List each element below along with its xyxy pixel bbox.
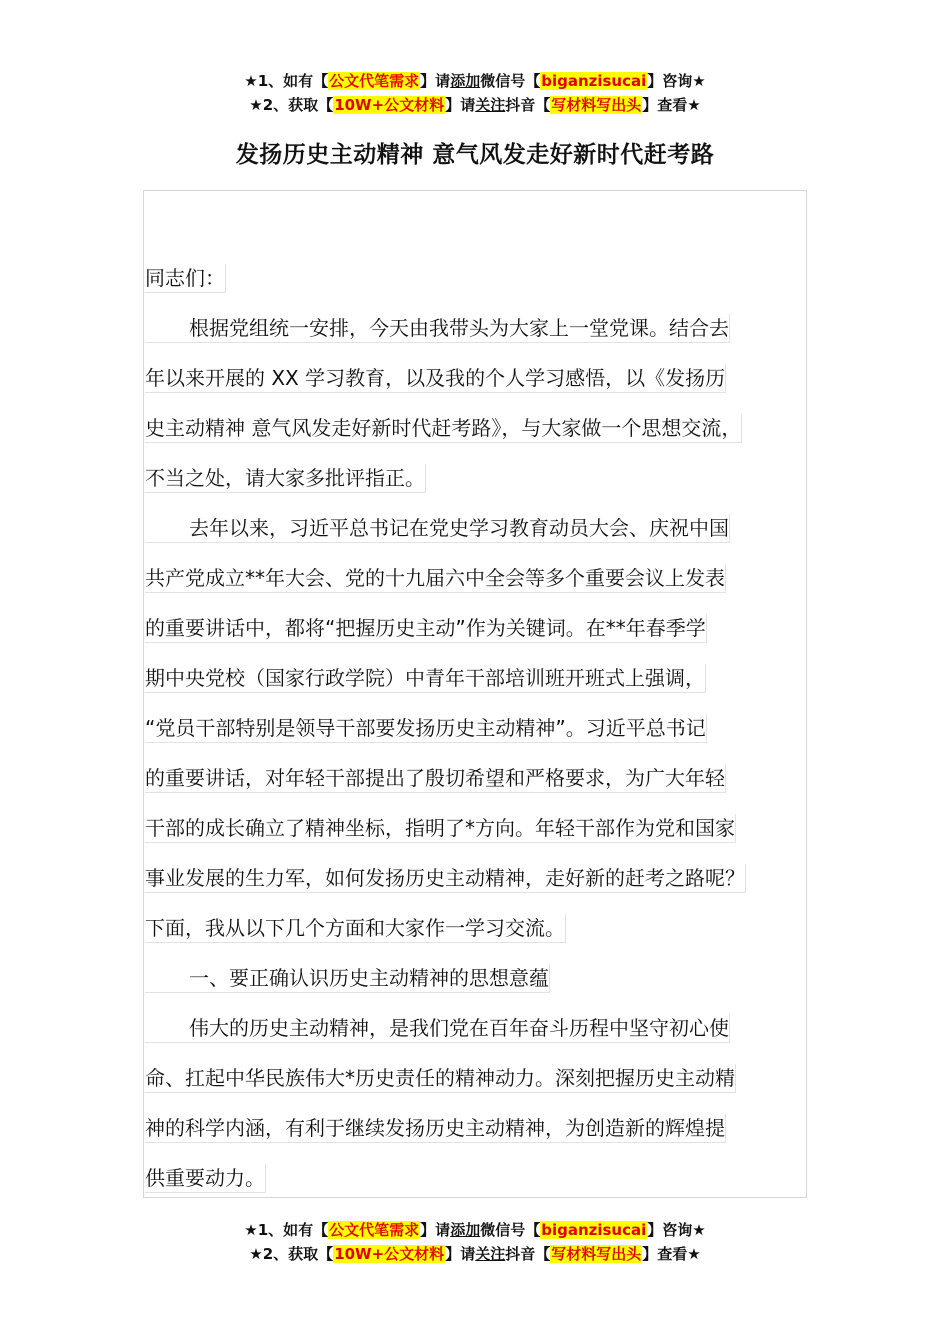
body-line: 下面，我从以下几个方面和大家作一学习交流。 (145, 914, 566, 943)
body-line: 史主动精神 意气风发走好新时代赶考路》，与大家做一个思想交流， (145, 414, 742, 443)
douyin-account: 写材料写出头 (551, 1245, 642, 1263)
body-line: 根据党组统一安排，今天由我带头为大家上一堂党课。结合去 (145, 314, 730, 343)
body-line: 同志们： (145, 264, 226, 293)
promo-line-1-bottom: ★1、如有【公文代笔需求】请添加微信号【biganzisucai】咨询★ (244, 1221, 706, 1239)
body-line: “党员干部特别是领导干部要发扬历史主动精神”。习近平总书记 (145, 714, 707, 743)
body-line: 的重要讲话，对年轻干部提出了殷切希望和严格要求，为广大年轻 (145, 764, 726, 793)
promo-highlight: 公文代笔需求 (329, 1221, 420, 1239)
body-line: 的重要讲话中，都将“把握历史主动”作为关键词。在**年春季学 (145, 614, 707, 643)
body-line: 命、扛起中华民族伟大*历史责任的精神动力。深刻把握历史主动精 (145, 1064, 736, 1093)
body-line: 期中央党校（国家行政学院）中青年干部培训班开班式上强调， (145, 664, 706, 693)
douyin-account: 写材料写出头 (551, 96, 642, 114)
body-line: 伟大的历史主动精神，是我们党在百年奋斗历程中坚守初心使 (145, 1014, 730, 1043)
body-line: 共产党成立**年大会、党的十九届六中全会等多个重要会议上发表 (145, 564, 726, 593)
promo-highlight: 10W+公文材料 (334, 96, 445, 114)
promo-line-2-bottom: ★2、获取【10W+公文材料】请关注抖音【写材料写出头】查看★ (249, 1245, 701, 1263)
body-line: 神的科学内涵，有利于继续发扬历史主动精神，为创造新的辉煌提 (145, 1114, 726, 1143)
body-line: 干部的成长确立了精神坐标，指明了*方向。年轻干部作为党和国家 (145, 814, 736, 843)
section-heading: 一、要正确认识历史主动精神的思想意蕴 (145, 964, 550, 993)
wechat-id: biganzisucai (541, 1221, 647, 1239)
promo-line-2-top: ★2、获取【10W+公文材料】请关注抖音【写材料写出头】查看★ (249, 96, 701, 114)
promo-highlight: 公文代笔需求 (329, 72, 420, 90)
promo-line-1-top: ★1、如有【公文代笔需求】请添加微信号【biganzisucai】咨询★ (244, 72, 706, 90)
body-line: 供重要动力。 (145, 1164, 266, 1193)
body-line: 事业发展的生力军，如何发扬历史主动精神，走好新的赶考之路呢？ (145, 864, 746, 893)
body-line: 不当之处，请大家多批评指正。 (145, 464, 426, 493)
document-title: 发扬历史主动精神 意气风发走好新时代赶考路 (235, 142, 715, 168)
promo-highlight: 10W+公文材料 (334, 1245, 445, 1263)
wechat-id: biganzisucai (541, 72, 647, 90)
body-line: 年以来开展的 XX 学习教育，以及我的个人学习感悟，以《发扬历 (145, 364, 726, 393)
body-line: 去年以来，习近平总书记在党史学习教育动员大会、庆祝中国 (145, 514, 730, 543)
